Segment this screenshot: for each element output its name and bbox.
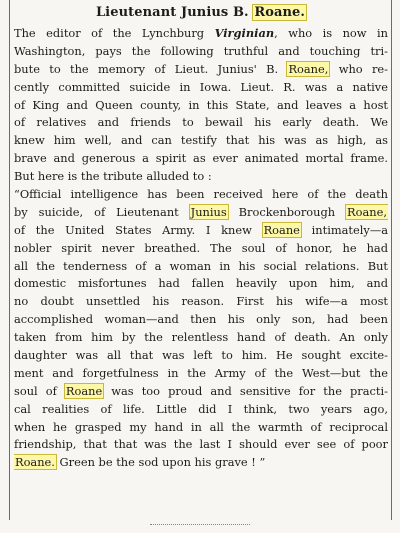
article-line bbox=[14, 419, 388, 437]
article-line bbox=[14, 61, 388, 79]
highlighted-search-term: Roane bbox=[65, 383, 103, 398]
article-line bbox=[14, 150, 388, 168]
article-line bbox=[14, 114, 388, 132]
line-text: taken from him by the relentless hand of death. An only bbox=[14, 330, 388, 345]
line-text: by suicide, of Lieutenant bbox=[14, 204, 190, 219]
line-text: Brockenborough bbox=[227, 204, 347, 219]
highlighted-search-term: Roane, bbox=[288, 61, 329, 76]
line-text: “Official intelligence has been received here of the death bbox=[14, 187, 388, 202]
line-text: Washington, pays the following truthful and touching tri- bbox=[14, 43, 388, 58]
article-line bbox=[14, 436, 388, 454]
line-text: all the tenderness of a woman in his social relations. But bbox=[14, 258, 388, 273]
line-text: cal realities of life. Little did I think, two years ago, bbox=[14, 401, 388, 416]
line-text: But here is the tribute alluded to : bbox=[14, 169, 212, 184]
line-text: intimately—a bbox=[300, 222, 388, 237]
column-end-divider bbox=[150, 524, 250, 529]
line-text: who re- bbox=[329, 61, 388, 76]
line-text: of relatives and friends to bewail his early death. We bbox=[14, 115, 388, 130]
line-text: domestic misfortunes had fallen heavily upon him, and bbox=[14, 276, 388, 291]
article-line bbox=[14, 365, 388, 383]
article-line bbox=[14, 347, 388, 365]
line-text: accomplished woman—and then his only son, had been bbox=[14, 312, 388, 327]
article-line bbox=[14, 168, 388, 186]
line-text: bute to the memory of Lieut. Junius' B. bbox=[14, 61, 288, 76]
highlighted-search-term: Roane, bbox=[347, 204, 387, 219]
article-line bbox=[14, 275, 388, 293]
highlighted-search-term: Roane. bbox=[15, 455, 55, 470]
article-line bbox=[14, 240, 388, 258]
column-rule-right bbox=[391, 0, 392, 520]
line-text: daughter was all that was left to him. He sought excite- bbox=[14, 348, 388, 363]
article-line bbox=[14, 97, 388, 115]
line-text: The editor of the Lynchburg bbox=[14, 26, 215, 40]
article-line bbox=[14, 186, 388, 204]
article-line bbox=[14, 329, 388, 347]
line-text: of King and Queen county, in this State, and leaves a host bbox=[14, 97, 388, 112]
article-line bbox=[14, 383, 388, 401]
line-text: ment and forgetfulness in the Army of the West—but the bbox=[14, 365, 388, 380]
article-line bbox=[14, 43, 388, 61]
line-text: no doubt unsettled his reason. First his wife—a most bbox=[14, 294, 388, 309]
headline-text: Lieutenant Junius B. bbox=[95, 5, 254, 20]
article-line bbox=[14, 293, 388, 311]
line-text: , who is now in bbox=[274, 26, 388, 40]
line-text: soul of bbox=[14, 383, 65, 398]
line-text: friendship, that that was the last I should ever see of poor bbox=[14, 437, 388, 452]
article-line bbox=[14, 132, 388, 150]
line-text: of the United States Army. I knew bbox=[14, 222, 263, 237]
headline-highlighted-name: Roane. bbox=[254, 5, 306, 20]
line-text: cently committed suicide in Iowa. Lieut. R. was a native bbox=[14, 79, 388, 94]
line-text: Green be the sod upon his grave ! ” bbox=[55, 455, 266, 470]
article-line bbox=[14, 79, 388, 97]
line-text: when he grasped my hand in all the warmth of reciprocal bbox=[14, 419, 388, 434]
article-line bbox=[14, 204, 388, 222]
newspaper-name: Virginian bbox=[214, 26, 275, 40]
article-line bbox=[14, 311, 388, 329]
article-line bbox=[14, 25, 388, 43]
headline bbox=[14, 3, 388, 25]
highlighted-search-term: Roane bbox=[263, 222, 300, 237]
line-text: was too proud and sensitive for the practi- bbox=[103, 383, 388, 398]
article-line bbox=[14, 454, 388, 472]
article-line bbox=[14, 401, 388, 419]
line-text: brave and generous a spirit as ever animated mortal frame. bbox=[14, 151, 388, 166]
article-line bbox=[14, 222, 388, 240]
article bbox=[14, 3, 388, 472]
line-text: knew him well, and can testify that his was as high, as bbox=[14, 133, 388, 148]
article-body bbox=[14, 25, 388, 472]
highlighted-search-term: Junius bbox=[190, 204, 227, 219]
column-rule-left bbox=[9, 0, 10, 520]
line-text: nobler spirit never breathed. The soul of honor, he had bbox=[14, 240, 388, 255]
article-line bbox=[14, 258, 388, 276]
